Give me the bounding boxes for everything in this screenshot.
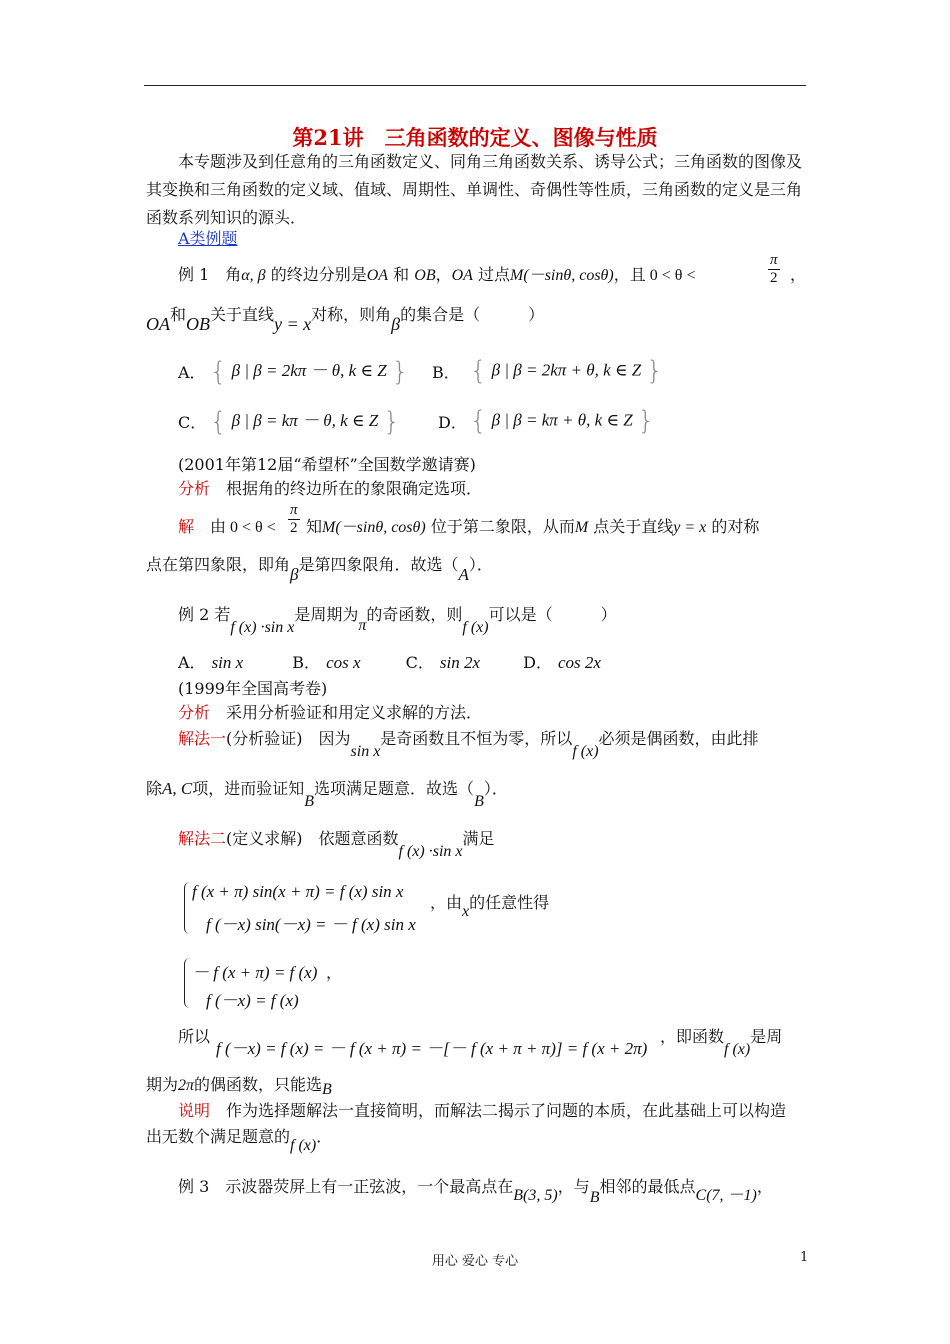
example-2-options bbox=[178, 650, 601, 673]
option-c-label: C． bbox=[178, 413, 207, 432]
ex1-text: 关于直线 bbox=[210, 305, 275, 324]
method-text: 选项满足题意．故选（ bbox=[314, 779, 475, 798]
ob: OB bbox=[414, 267, 436, 284]
intro-paragraph: 本专题涉及到任意角的三角函数定义、同角三角函数关系、诱导公式；三角函数的图像及其变换和三角函数的定义域、值域、周期性、单调性、奇偶性等性质，三角函数的定义是三角函数系列知识的源头． bbox=[146, 152, 803, 227]
solution-text: 位于第二象限，从而 bbox=[425, 517, 575, 536]
option-c-label: C． bbox=[405, 653, 434, 672]
method-text: 是周 bbox=[750, 1027, 783, 1046]
example-2-analysis bbox=[178, 700, 482, 723]
system-2-equation-1: － f (x + π) = f (x) bbox=[192, 963, 318, 982]
option-d-expression: cos 2x bbox=[557, 653, 601, 672]
beta: β bbox=[391, 314, 401, 334]
ex3-text: ，与 bbox=[557, 1177, 590, 1196]
method-1-line-2 bbox=[146, 776, 508, 810]
method-text: 除 bbox=[146, 779, 163, 798]
solution-label: 解 bbox=[178, 517, 195, 536]
method-2-label: 解法二 bbox=[178, 829, 227, 848]
ex1-text: 的集合是（ ） bbox=[400, 305, 545, 324]
so-line-end bbox=[660, 1024, 783, 1058]
f-x: f (x) bbox=[724, 1041, 751, 1058]
solution-text: ）． bbox=[468, 555, 493, 574]
method-text: 是奇函数且不恒为零，所以 bbox=[380, 729, 573, 748]
point-m: M bbox=[574, 519, 589, 536]
sin-x: sin x bbox=[350, 743, 381, 760]
ob: OB bbox=[186, 314, 211, 334]
example-1-line-2 bbox=[146, 302, 545, 334]
example-1-label: 例 1 角 bbox=[178, 265, 242, 284]
f-x-sin-x: f (x) ·sin x bbox=[230, 619, 295, 636]
section-link-a-examples[interactable]: A类例题 bbox=[178, 229, 238, 248]
pi: π bbox=[358, 617, 367, 634]
system-1-equation-2: f (－x) sin(－x) = － f (x) sin x bbox=[206, 915, 416, 934]
two-pi: 2π bbox=[178, 1077, 195, 1094]
method-text: ，即函数 bbox=[660, 1027, 725, 1046]
oa: OA bbox=[451, 267, 473, 284]
f-x: f (x) bbox=[462, 619, 489, 636]
method-1-label: 解法一 bbox=[178, 729, 227, 748]
ex3-text: ， bbox=[756, 1177, 773, 1196]
ex2-text: 的奇函数，则 bbox=[366, 605, 463, 624]
method-text: (分析验证) 因为 bbox=[226, 729, 351, 748]
page-title: 第21讲 三角函数的定义、图像与性质 bbox=[292, 125, 658, 150]
frac-numerator: π bbox=[770, 252, 778, 268]
method-text: 的偶函数，只能选 bbox=[194, 1075, 323, 1094]
point-c: C(7, －1) bbox=[695, 1187, 757, 1204]
option-b-label: B． bbox=[292, 653, 321, 672]
solution-text: 的对称 bbox=[706, 517, 760, 536]
point-m: M(－sinθ, cosθ) bbox=[510, 267, 614, 284]
so-label: 所以 bbox=[178, 1027, 211, 1046]
ex1-passes: 过点 bbox=[472, 265, 511, 284]
option-d-label: D． bbox=[523, 653, 552, 672]
ex1-and: 和 bbox=[388, 265, 415, 284]
option-d-expression: β | β = kπ + θ, k ∈ Z bbox=[491, 410, 633, 430]
analysis-text: 根据角的终边所在的象限确定选项． bbox=[210, 479, 483, 498]
note-line-2 bbox=[146, 1124, 333, 1154]
option-a-expression: β | β = 2kπ － θ, k ∈ Z bbox=[231, 361, 387, 380]
note-text: 作为选择题解法一直接简明，而解法二揭示了问题的本质，在此基础上可以构造 bbox=[210, 1101, 787, 1120]
answer-a: A bbox=[458, 565, 469, 584]
ex1-and: 和 bbox=[170, 305, 187, 324]
option-d-set: { β | β = kπ + θ, k ∈ Z } bbox=[470, 406, 655, 436]
answer-b: B bbox=[474, 793, 484, 810]
f-x: f (x) bbox=[572, 743, 599, 760]
beta: β bbox=[290, 565, 299, 584]
example-2-line-1 bbox=[178, 602, 617, 636]
ex1-end: ， bbox=[790, 265, 807, 284]
analysis-label: 分析 bbox=[178, 479, 211, 498]
option-a-set: { β | β = 2kπ － θ, k ∈ Z } bbox=[210, 356, 409, 387]
option-b-set: { β | β = 2kπ + θ, k ∈ Z } bbox=[470, 356, 663, 386]
example-2-label: 例 2 若 bbox=[178, 605, 231, 624]
solution-text: 是第四象限角．故选（ bbox=[298, 555, 459, 574]
method-text: ）． bbox=[483, 779, 508, 798]
analysis-label: 分析 bbox=[178, 703, 211, 722]
solution-text: 由 0 < θ < bbox=[194, 519, 276, 536]
method-text: ，由 bbox=[430, 893, 463, 912]
solution-text: 点在第四象限，即角 bbox=[146, 555, 291, 574]
option-b-ref: B bbox=[322, 1081, 332, 1098]
period-line bbox=[146, 1072, 332, 1098]
method-text: 满足 bbox=[462, 829, 495, 848]
system-1-after bbox=[430, 890, 550, 920]
x-variable: x bbox=[462, 903, 470, 920]
ex1-text: 的终边分别是 bbox=[265, 265, 367, 284]
option-a-label: A． bbox=[178, 653, 206, 672]
alpha-beta: α, β bbox=[241, 267, 266, 284]
option-c-expression: sin 2x bbox=[439, 653, 481, 672]
line-y-equals-x: y = x bbox=[673, 519, 707, 536]
example-2-source: (1999年全国高考卷) bbox=[178, 679, 328, 698]
pi-over-2-fraction bbox=[768, 252, 780, 287]
option-b-expression: cos x bbox=[326, 653, 361, 672]
example-1-analysis bbox=[178, 476, 482, 499]
options-a-c: A, C bbox=[162, 779, 193, 798]
ex1-condition: ，且 0 < θ < bbox=[613, 267, 696, 284]
method-2-line-1 bbox=[178, 826, 495, 860]
example-3-line-1 bbox=[178, 1174, 773, 1206]
periodicity-chain: f (－x) = f (x) = － f (x + π) = －[－ f (x + π + π)] = f (x + 2π) bbox=[216, 1039, 648, 1058]
line-y-equals-x: y = x bbox=[274, 314, 312, 334]
example-3-label: 例 3 示波器荧屏上有一正弦波，一个最高点在 bbox=[178, 1177, 514, 1196]
option-c-expression: β | β = kπ － θ, k ∈ Z bbox=[231, 411, 379, 430]
method-text: 项，进而验证知 bbox=[192, 779, 305, 798]
frac-denominator: 2 bbox=[290, 520, 298, 536]
oa: OA bbox=[366, 267, 389, 284]
example-1-solution-line-1b bbox=[306, 514, 759, 537]
frac-numerator: π bbox=[290, 502, 298, 518]
system-2-equation-2: f (－x) = f (x) bbox=[206, 991, 299, 1010]
option-c-set: { β | β = kπ － θ, k ∈ Z } bbox=[210, 406, 400, 437]
example-1-solution-line-2 bbox=[146, 552, 493, 584]
f-x: f (x) bbox=[290, 1137, 317, 1154]
point-b-ref: B bbox=[589, 1189, 600, 1206]
ex2-text: 可以是（ ） bbox=[488, 605, 617, 624]
f-x-sin-x: f (x) ·sin x bbox=[398, 843, 463, 860]
example-1-line-1 bbox=[178, 262, 695, 285]
ex1-comma: ， bbox=[435, 265, 452, 284]
note-text: ． bbox=[316, 1127, 333, 1146]
option-a-label: A． bbox=[178, 363, 206, 382]
method-text: 期为 bbox=[146, 1075, 179, 1094]
pi-over-2-fraction bbox=[288, 502, 300, 537]
footer-motto: 用心 爱心 专心 bbox=[431, 1254, 519, 1269]
ex2-text: 是周期为 bbox=[294, 605, 359, 624]
page-number: 1 bbox=[800, 1250, 809, 1265]
system-2-after: ， bbox=[326, 963, 343, 982]
point-m: M(－sinθ, cosθ) bbox=[322, 519, 426, 536]
example-1-solution-line-1 bbox=[178, 514, 276, 537]
header-rule bbox=[144, 85, 806, 86]
frac-denominator: 2 bbox=[770, 270, 778, 286]
example-1-source: (2001年第12届“希望杯”全国数学邀请赛) bbox=[178, 455, 476, 474]
system-1-equation-1: f (x + π) sin(x + π) = f (x) sin x bbox=[192, 882, 404, 901]
ex3-text: 相邻的最低点 bbox=[599, 1177, 696, 1196]
option-b-expression: β | β = 2kπ + θ, k ∈ Z bbox=[491, 360, 642, 380]
method-text: 的任意性得 bbox=[469, 893, 550, 912]
method-text: (定义求解) 依题意函数 bbox=[226, 829, 399, 848]
solution-text: 点关于直线 bbox=[588, 517, 674, 536]
ex1-text: 对称，则角 bbox=[311, 305, 392, 324]
option-b-ref: B bbox=[304, 793, 315, 810]
note-text: 出无数个满足题意的 bbox=[146, 1127, 291, 1146]
note-label: 说明 bbox=[178, 1101, 211, 1120]
oa: OA bbox=[146, 314, 170, 334]
method-text: 必须是偶函数，由此排 bbox=[598, 729, 759, 748]
solution-text: 知 bbox=[306, 517, 323, 536]
method-1-line-1 bbox=[178, 726, 759, 760]
option-a-expression: sin x bbox=[211, 653, 244, 672]
option-b-label: B． bbox=[432, 363, 460, 382]
note-line-1 bbox=[178, 1098, 786, 1121]
point-b: B(3, 5) bbox=[513, 1187, 558, 1204]
option-d-label: D． bbox=[438, 413, 467, 432]
analysis-text: 采用分析验证和用定义求解的方法． bbox=[210, 703, 483, 722]
